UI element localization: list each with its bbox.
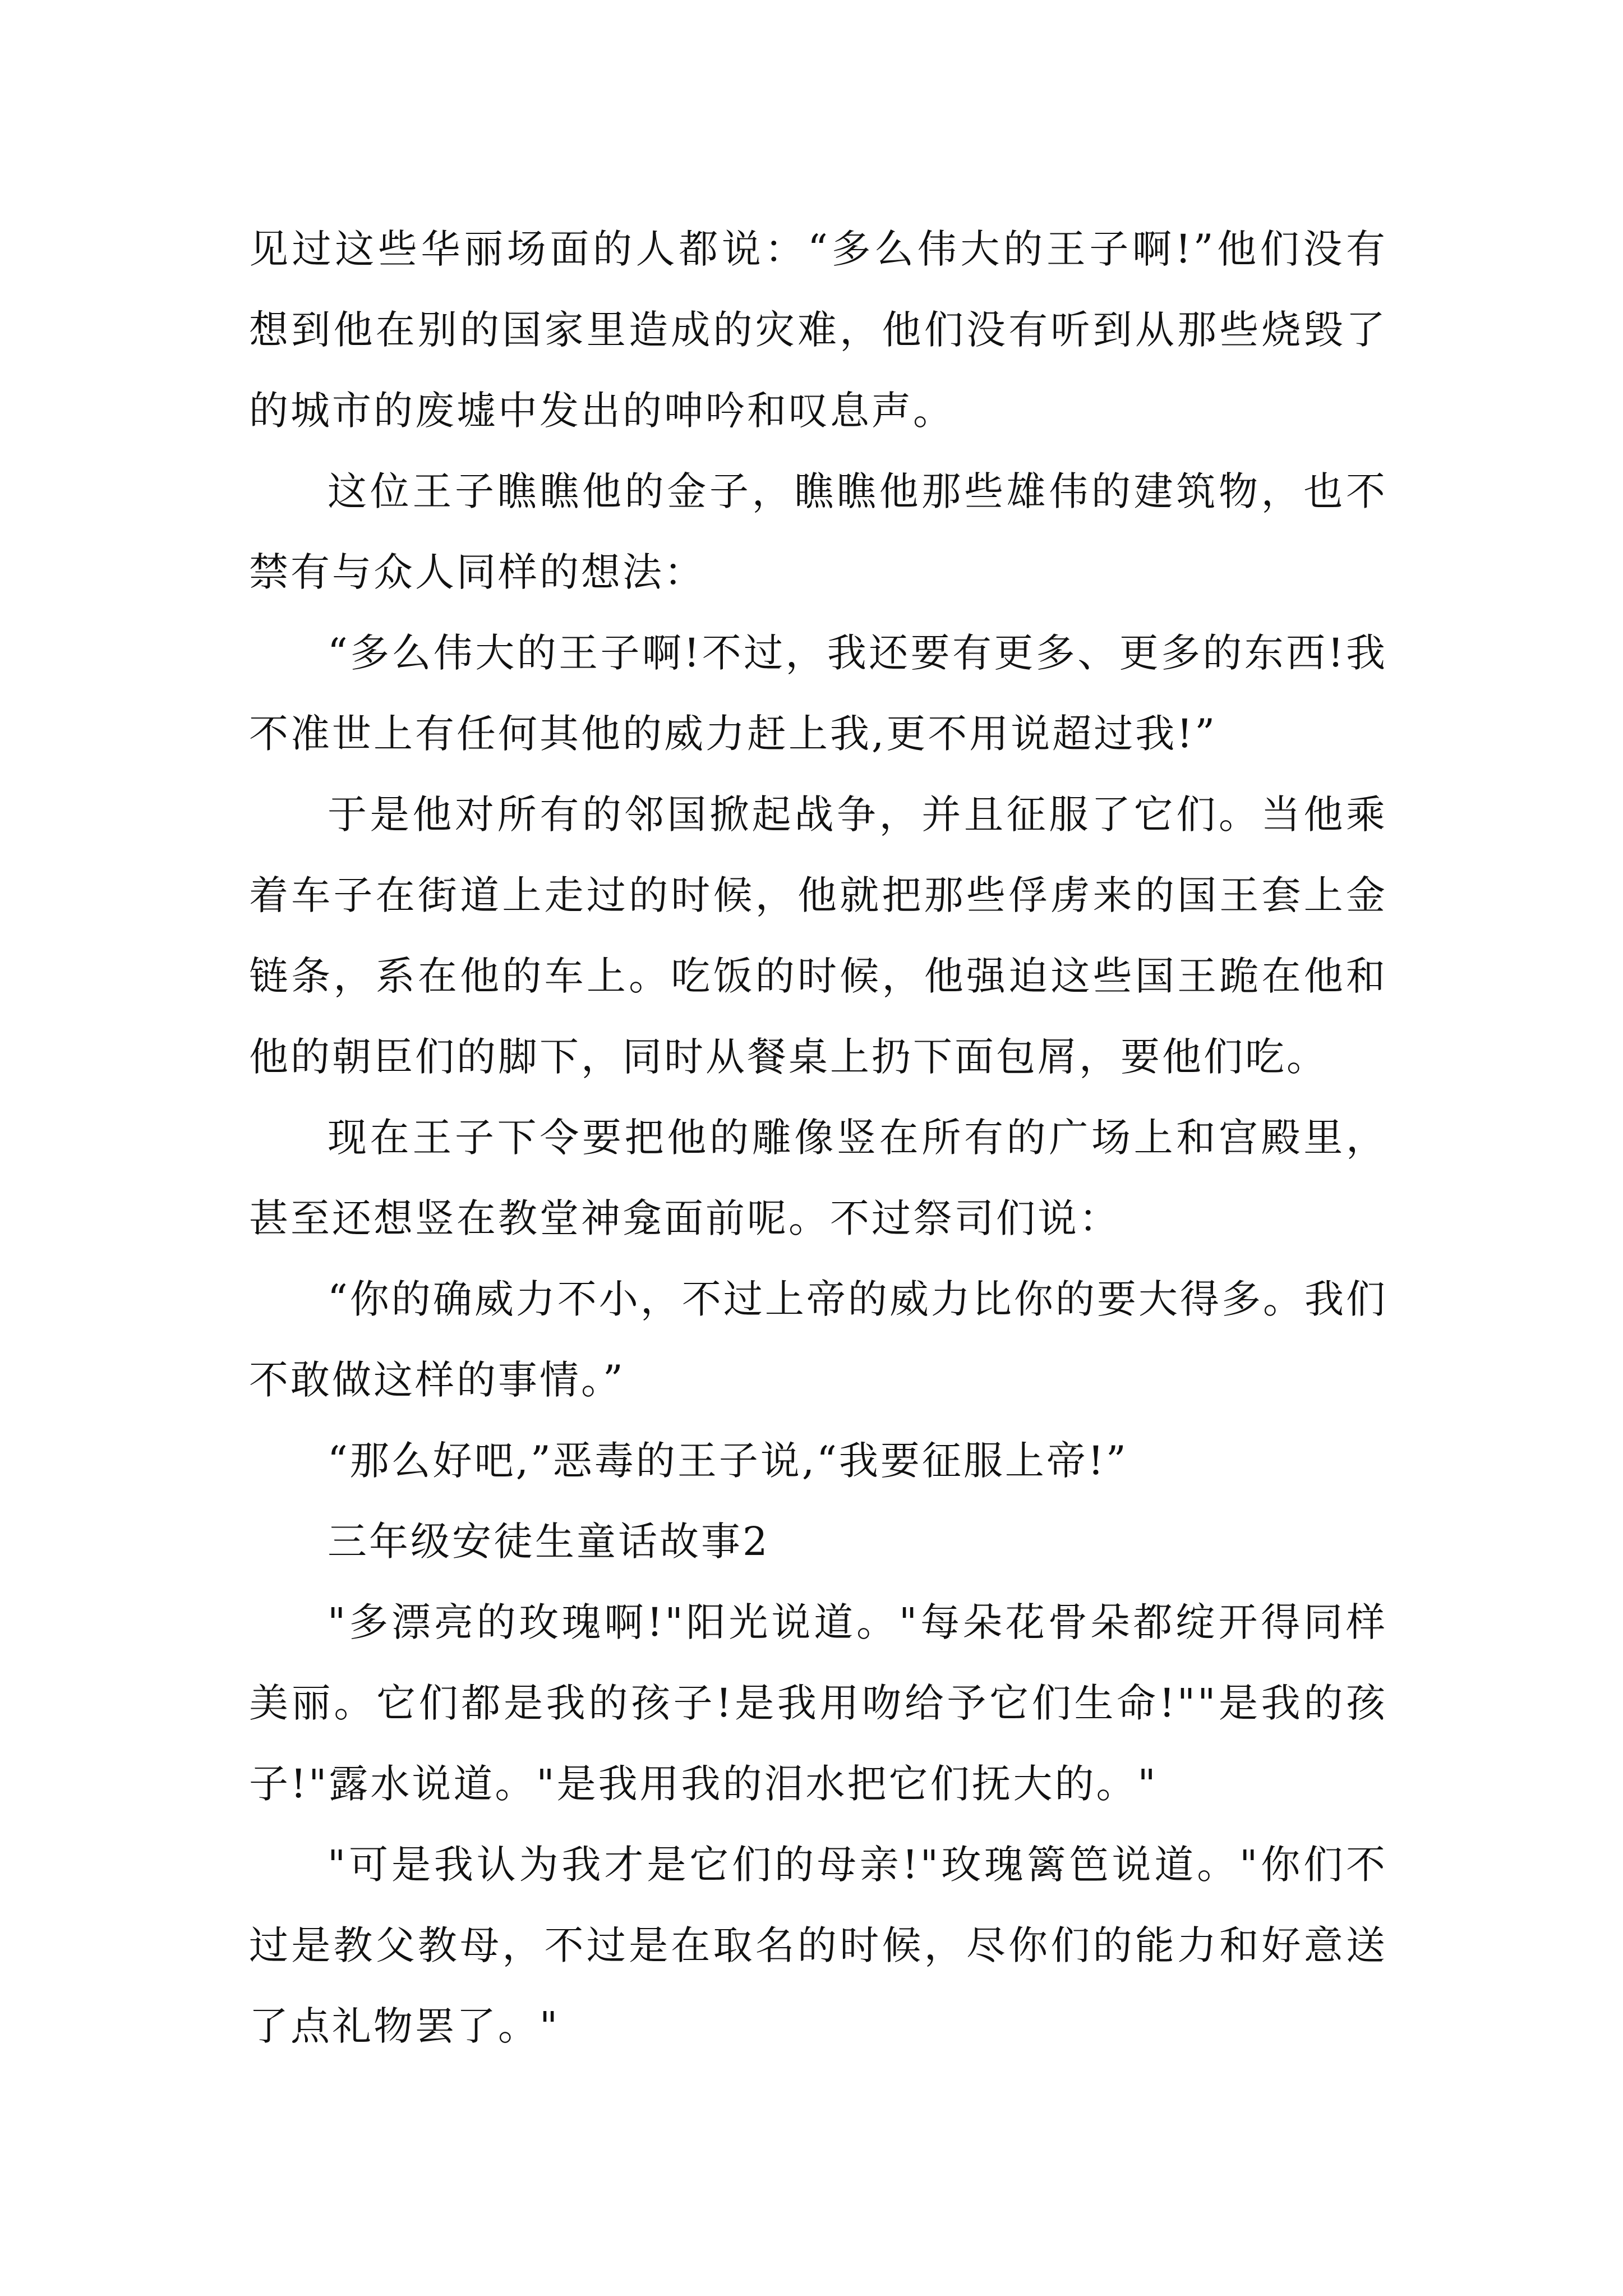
paragraph: "多漂亮的玫瑰啊!"阳光说道。"每朵花骨朵都绽开得同样美丽。它们都是我的孩子!是我用吻给予它们生命!""是我的孩子!"露水说道。"是我用我的泪水把它们抚大的。" [249,1599,1387,1807]
paragraph: "可是我认为我才是它们的母亲!"玫瑰篱笆说道。"你们不过是教父教母，不过是在取名的时候，尽你们的能力和好意送了点礼物罢了。" [249,1842,1387,2049]
section-heading: 三年级安徒生童话故事2 [328,1519,770,1565]
paragraph: 见过这些华丽场面的人都说：“多么伟大的王子啊!”他们没有想到他在别的国家里造成的灾难，他们没有听到从那些烧毁了的城市的废墟中发出的呻吟和叹息声。 [249,226,1387,434]
document-body [249,209,1387,2067]
paragraph: 现在王子下令要把他的雕像竖在所有的广场上和宫殿里，甚至还想竖在教堂神龛面前呢。不过祭司们说： [249,1115,1387,1241]
paragraph: “那么好吧,”恶毒的王子说,“我要征服上帝!” [328,1438,1128,1484]
paragraph: “你的确威力不小，不过上帝的威力比你的要大得多。我们不敢做这样的事情。” [249,1276,1387,1403]
paragraph: 这位王子瞧瞧他的金子，瞧瞧他那些雄伟的建筑物，也不禁有与众人同样的想法： [249,468,1387,595]
paragraph: “多么伟大的王子啊!不过，我还要有更多、更多的东西!我不准世上有任何其他的威力赶上我,更不用说超过我!” [249,630,1387,757]
paragraph: 于是他对所有的邻国掀起战争，并且征服了它们。当他乘着车子在街道上走过的时候，他就把那些俘虏来的国王套上金链条，系在他的车上。吃饭的时候，他强迫这些国王跪在他和他的朝臣们的脚下，同时从餐桌上扔下面包屑，要他们吃。 [249,792,1387,1080]
